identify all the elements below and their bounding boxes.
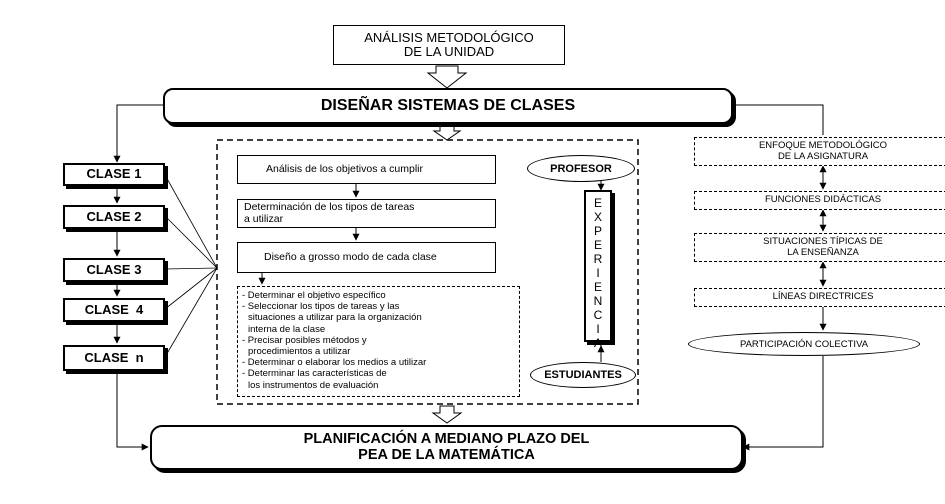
task-line: interna de la clase [248,323,326,335]
hollow-arrow-bottom [433,406,461,423]
profesor-ellipse [527,155,635,182]
experiencia-letter: R [593,252,603,266]
step-task-types-line2: a utilizar [244,212,284,225]
arrow-cn-to-bottom [117,371,148,447]
task-line: - Determinar el objetivo específico [242,290,386,301]
experiencia-letter: E [593,238,602,252]
fan-lines [165,175,217,357]
task-line: - Determinar o elaborar los medios a utilizar [242,357,427,369]
step-task-types-box [237,199,496,228]
task-line: - Determinar las características de [242,368,387,380]
clase-2-label: CLASE 2 [86,208,142,224]
step-objectives-box [237,155,496,184]
didactic-functions-box [694,191,945,210]
experiencia-letter: N [593,294,603,308]
task-line: - Precisar posibles métodos y [242,334,367,346]
guidelines-box [694,288,945,307]
experiencia-letter: E [593,196,602,210]
participacion-label: PARTICIPACIÓN COLECTIVA [739,338,869,350]
experiencia-letter: C [593,308,603,322]
typical-situations-box [694,233,945,262]
step-class-design-box [237,242,496,273]
clase-2-box [63,205,165,229]
typical-situations-line1: SITUACIONES TÍPICAS DE [763,236,883,248]
arrow-header-to-clase1 [117,105,163,162]
planning-box [150,425,743,470]
clase-1-label: CLASE 1 [86,166,142,182]
guidelines-label: LÍNEAS DIRECTRICES [772,291,874,303]
experiencia-letter: P [593,224,602,238]
task-line: los instrumentos de evaluación [248,379,379,391]
profesor-label: PROFESOR [550,162,612,175]
task-line: - Seleccionar los tipos de tareas y las [242,301,400,313]
experiencia-box [584,190,612,350]
step-task-types-line1: Determinación de los tipos de tareas [244,200,415,213]
line-header-to-right [733,105,823,135]
experiencia-letter: I [596,266,600,280]
hollow-arrow-mid [434,126,460,140]
estudiantes-ellipse [530,362,636,388]
step-objectives-label: Análisis de los objetivos a cumplir [266,162,423,175]
experiencia-letter: E [593,280,602,294]
estudiantes-label: ESTUDIANTES [544,369,622,381]
design-class-systems-box [163,88,733,124]
planning-line2: PEA DE LA MATEMÁTICA [358,446,535,463]
planning-line1: PLANIFICACIÓN A MEDIANO PLAZO DEL [303,430,590,447]
clase-3-box [63,258,165,282]
unit-analysis-box [333,25,565,65]
typical-situations-line2: LA ENSEÑANZA [787,246,859,258]
experiencia-letter: I [596,322,600,336]
step-class-design-label: Diseño a grosso modo de cada clase [264,250,437,263]
methodological-approach-line2: DE LA ASIGNATURA [777,150,869,162]
tasks-list-box [237,286,520,397]
clase-4-label: CLASE 4 [84,301,144,317]
arrow-participacion-to-bottom [743,356,823,447]
clase-4-box [63,298,165,322]
experiencia-letter: X [593,210,602,224]
unit-analysis-line2: DE LA UNIDAD [403,44,495,59]
hollow-arrow-top [428,66,466,88]
methodological-approach-line1: ENFOQUE METODOLÓGICO [758,140,888,152]
didactic-functions-label: FUNCIONES DIDÁCTICAS [764,194,882,206]
task-line: situaciones a utilizar para la organización [248,312,422,324]
clase-n-box [63,345,165,371]
clase-3-label: CLASE 3 [86,261,142,277]
experiencia-letter: A [593,336,602,350]
task-line: procedimientos a utilizar [248,346,351,358]
clase-n-label: CLASE n [84,349,144,365]
clase-1-box [63,163,165,186]
participacion-ellipse [688,332,920,356]
unit-analysis-line1: ANÁLISIS METODOLÓGICO [364,29,534,45]
methodological-approach-box [694,137,945,166]
design-class-systems-label: DISEÑAR SISTEMAS DE CLASES [320,97,576,115]
